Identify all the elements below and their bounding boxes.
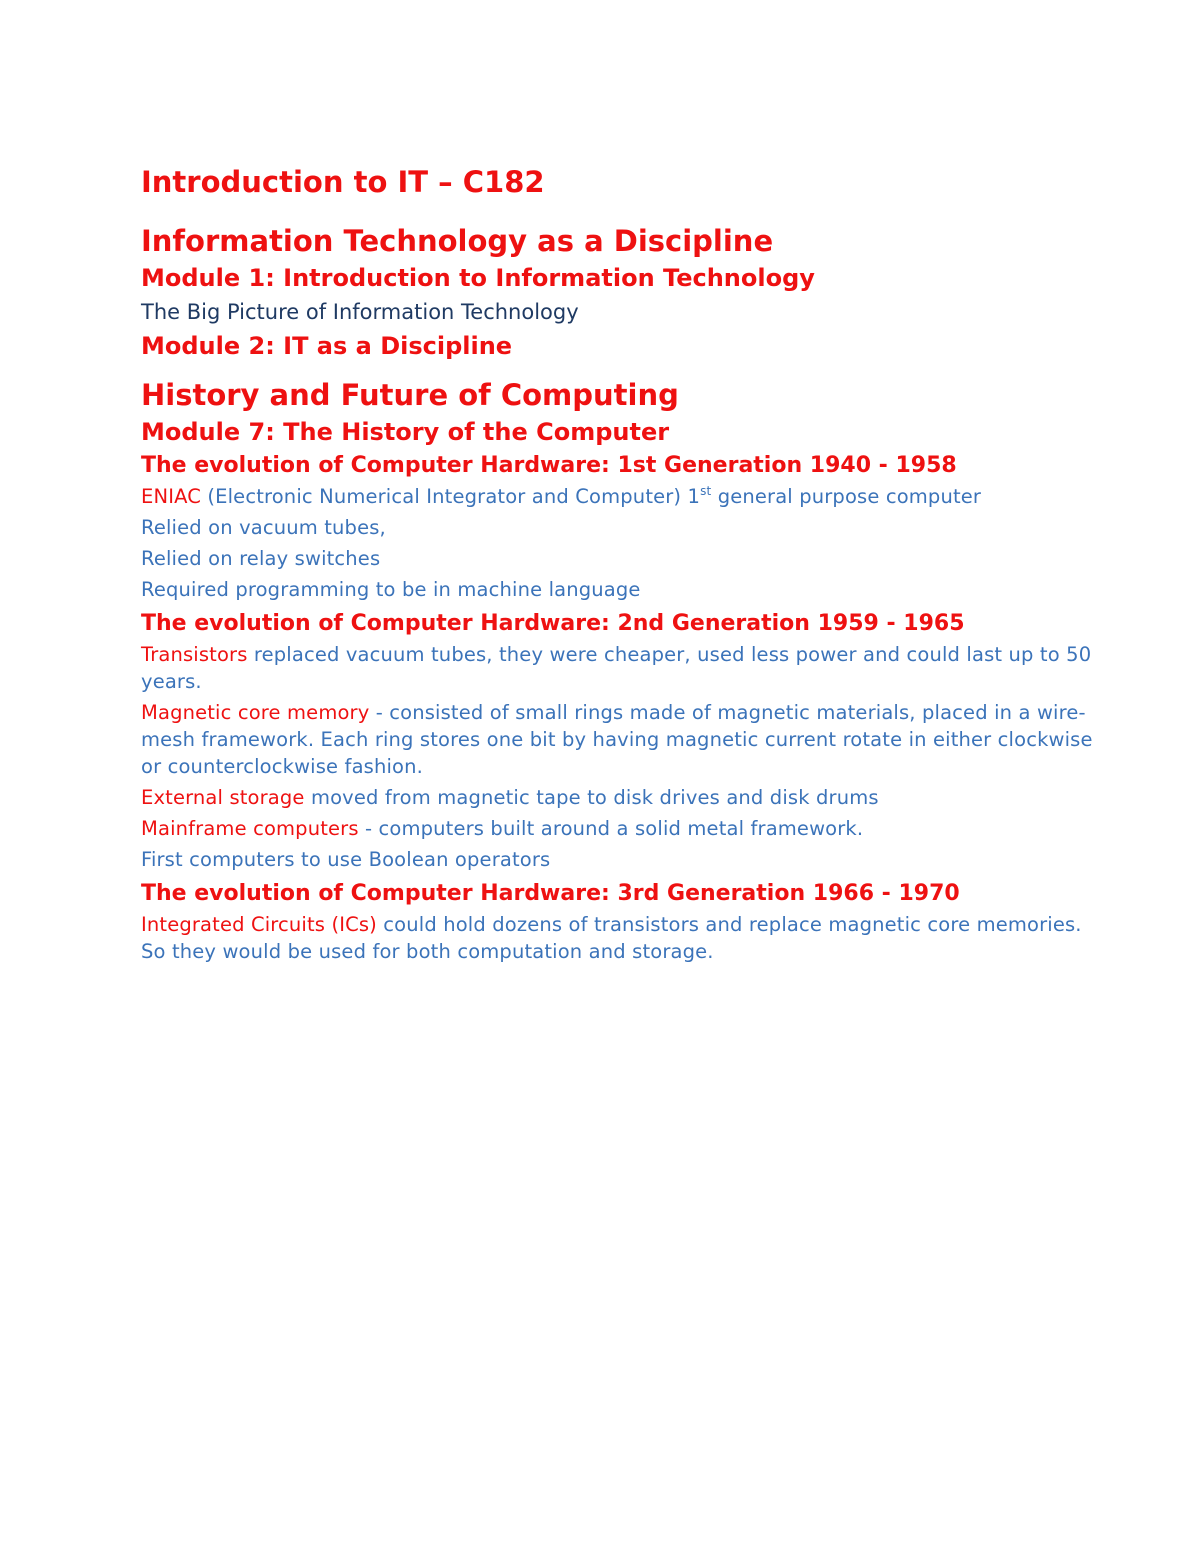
document-body xyxy=(141,160,1101,969)
module-1-subheading: The Big Picture of Information Technology xyxy=(141,300,579,324)
eniac-term: ENIAC xyxy=(141,485,202,508)
external-storage-term: External storage xyxy=(141,786,305,809)
module-2-heading: Module 2: IT as a Discipline xyxy=(141,332,513,360)
eniac-paragraph xyxy=(141,483,1101,510)
core-memory-paragraph xyxy=(141,699,1101,780)
transistors-text: replaced vacuum tubes, they were cheaper, used less power and could last up to 50 years. xyxy=(141,643,1092,693)
transistors-paragraph xyxy=(141,641,1101,695)
document-title: Introduction to IT – C182 xyxy=(141,165,545,199)
core-memory-term: Magnetic core memory xyxy=(141,701,370,724)
integrated-circuits-term: Integrated Circuits (ICs) xyxy=(141,913,377,936)
module-1-heading: Module 1: Introduction to Information Technology xyxy=(141,264,815,292)
mainframe-paragraph xyxy=(141,815,1101,842)
integrated-circuits-paragraph xyxy=(141,911,1101,965)
external-storage-text: moved from magnetic tape to disk drives and disk drums xyxy=(304,786,879,809)
gen2-heading: The evolution of Computer Hardware: 2nd Generation 1959 - 1965 xyxy=(141,611,965,636)
mainframe-text: - computers built around a solid metal framework. xyxy=(358,817,864,840)
module-7-heading: Module 7: The History of the Computer xyxy=(141,418,670,446)
external-storage-paragraph xyxy=(141,784,1101,811)
transistors-term: Transistors xyxy=(141,643,248,666)
eniac-tail: general purpose computer xyxy=(711,485,982,508)
gen1-line-vacuum-tubes: Relied on vacuum tubes, xyxy=(141,516,386,539)
section-heading-history: History and Future of Computing xyxy=(141,378,679,412)
eniac-superscript: st xyxy=(700,483,712,498)
gen3-heading: The evolution of Computer Hardware: 3rd Generation 1966 - 1970 xyxy=(141,881,960,906)
mainframe-term: Mainframe computers xyxy=(141,817,359,840)
boolean-paragraph: First computers to use Boolean operators xyxy=(141,848,551,871)
section-heading-it-discipline: Information Technology as a Discipline xyxy=(141,224,774,258)
integrated-circuits-text: could hold dozens of transistors and replace magnetic core memories. So they would be used for both computation and storage. xyxy=(141,913,1082,963)
gen1-line-relay-switches: Relied on relay switches xyxy=(141,547,381,570)
eniac-description: (Electronic Numerical Integrator and Computer) 1 xyxy=(201,485,701,508)
gen1-line-machine-language: Required programming to be in machine language xyxy=(141,578,641,601)
core-memory-text: - consisted of small rings made of magnetic materials, placed in a wire-mesh framework. Each ring stores one bit by having magnetic current rotate in either clockwise or counterclockwise fashion. xyxy=(141,701,1093,778)
gen1-heading: The evolution of Computer Hardware: 1st Generation 1940 - 1958 xyxy=(141,453,957,478)
